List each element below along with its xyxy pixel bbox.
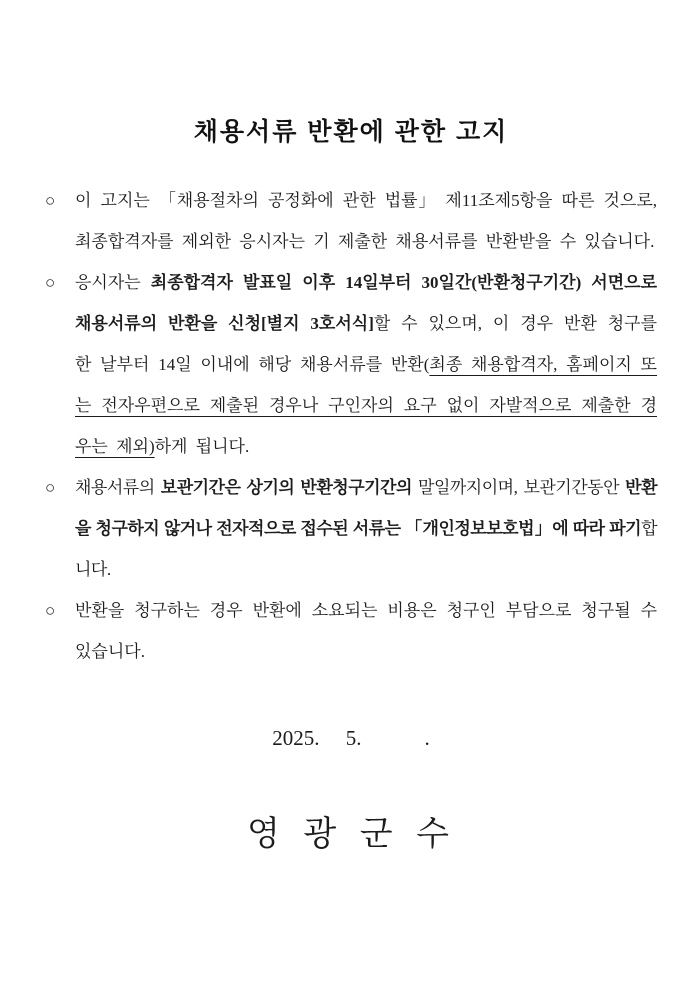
date-line: 2025. 5. . xyxy=(272,726,430,750)
notice-bullet xyxy=(45,467,657,590)
circle-bullet-icon: ○ xyxy=(45,273,56,292)
bullet-text: 채용서류의 보관기간은 상기의 반환청구기간의 말일까지이며, 보관기간동안 반환을 청구하지 않거나 전자적으로 접수된 서류는 「개인정보보호법」에 따라 파기합니다. xyxy=(75,478,657,579)
page-title: 채용서류 반환에 관한 고지 xyxy=(193,118,509,146)
circle-bullet-icon: ○ xyxy=(45,601,56,620)
notice-bullet xyxy=(45,262,657,467)
circle-bullet-icon: ○ xyxy=(45,191,56,210)
bullet-text: 반환을 청구하는 경우 반환에 소요되는 비용은 청구인 부담으로 청구될 수 있습니다. xyxy=(75,601,657,661)
bullet-text: 응시자는 최종합격자 발표일 이후 14일부터 30일간(반환청구기간) 서면으로 채용서류의 반환을 신청[별지 3호서식]할 수 있으며, 이 경우 반환 청구를 한 날부터 14일 이내에 해당 채용서류를 반환(최종 채용합격자, 홈페이지 또는 전자우편으로 제출된 경우나 구인자의 요구 없이 자발적으로 제출한 경우는 제외)하게 됩니다. xyxy=(75,273,657,456)
notice-bullets xyxy=(45,180,657,672)
bullet-text: 이 고지는 「채용절차의 공정화에 관한 법률」 제11조제5항을 따른 것으로, 최종합격자를 제외한 응시자는 기 제출한 채용서류를 반환받을 수 있습니다. xyxy=(75,191,657,251)
circle-bullet-icon: ○ xyxy=(45,478,55,497)
signature-line: 영 광 군 수 xyxy=(247,816,455,853)
notice-bullet xyxy=(45,590,657,672)
notice-bullet xyxy=(45,180,657,262)
